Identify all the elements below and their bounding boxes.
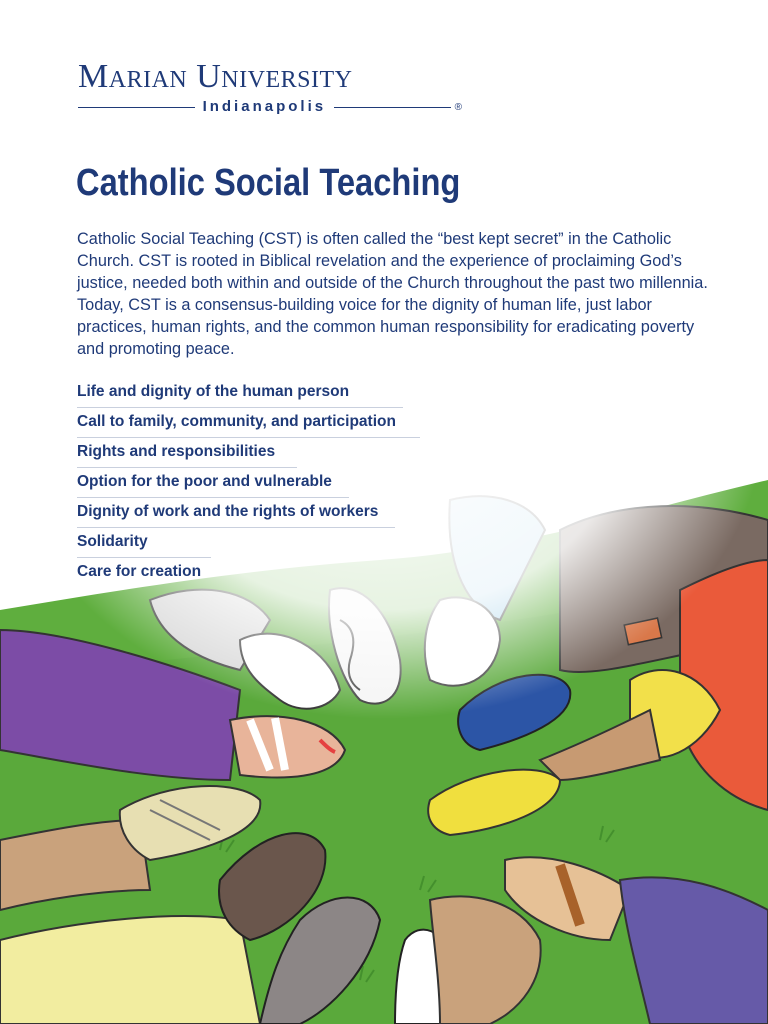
logo-subline — [78, 98, 462, 116]
page-title: Catholic Social Teaching — [76, 162, 461, 204]
principle-item: Life and dignity of the human person — [77, 378, 403, 408]
logo-city: Indianapolis — [202, 98, 327, 115]
principle-item: Call to family, community, and participation — [77, 408, 420, 438]
principle-item: Solidarity — [77, 528, 211, 558]
university-logo — [78, 58, 462, 116]
principle-item: Care for creation — [77, 563, 202, 580]
principle-item: Dignity of work and the rights of workers — [77, 498, 395, 528]
intro-paragraph: Catholic Social Teaching (CST) is often called the “best kept secret” in the Catholic Church. CST is rooted in Biblical revelation and the experience of proclaiming God’s justice, needed both within and outside of the Church throughout the past two millennia. Today, CST is a consensus-building voice for the dignity of human life, just labor practices, human rights, and the common human responsibility for eradicating poverty and promoting peace. — [77, 230, 708, 358]
logo-name: Marian University — [78, 58, 353, 95]
logo-rule-right — [334, 107, 451, 108]
registered-mark: ® — [454, 101, 463, 113]
principle-item: Rights and responsibilities — [77, 438, 297, 468]
principles-list — [77, 378, 420, 588]
logo-rule-left — [78, 107, 195, 108]
principle-item: Option for the poor and vulnerable — [77, 468, 349, 498]
